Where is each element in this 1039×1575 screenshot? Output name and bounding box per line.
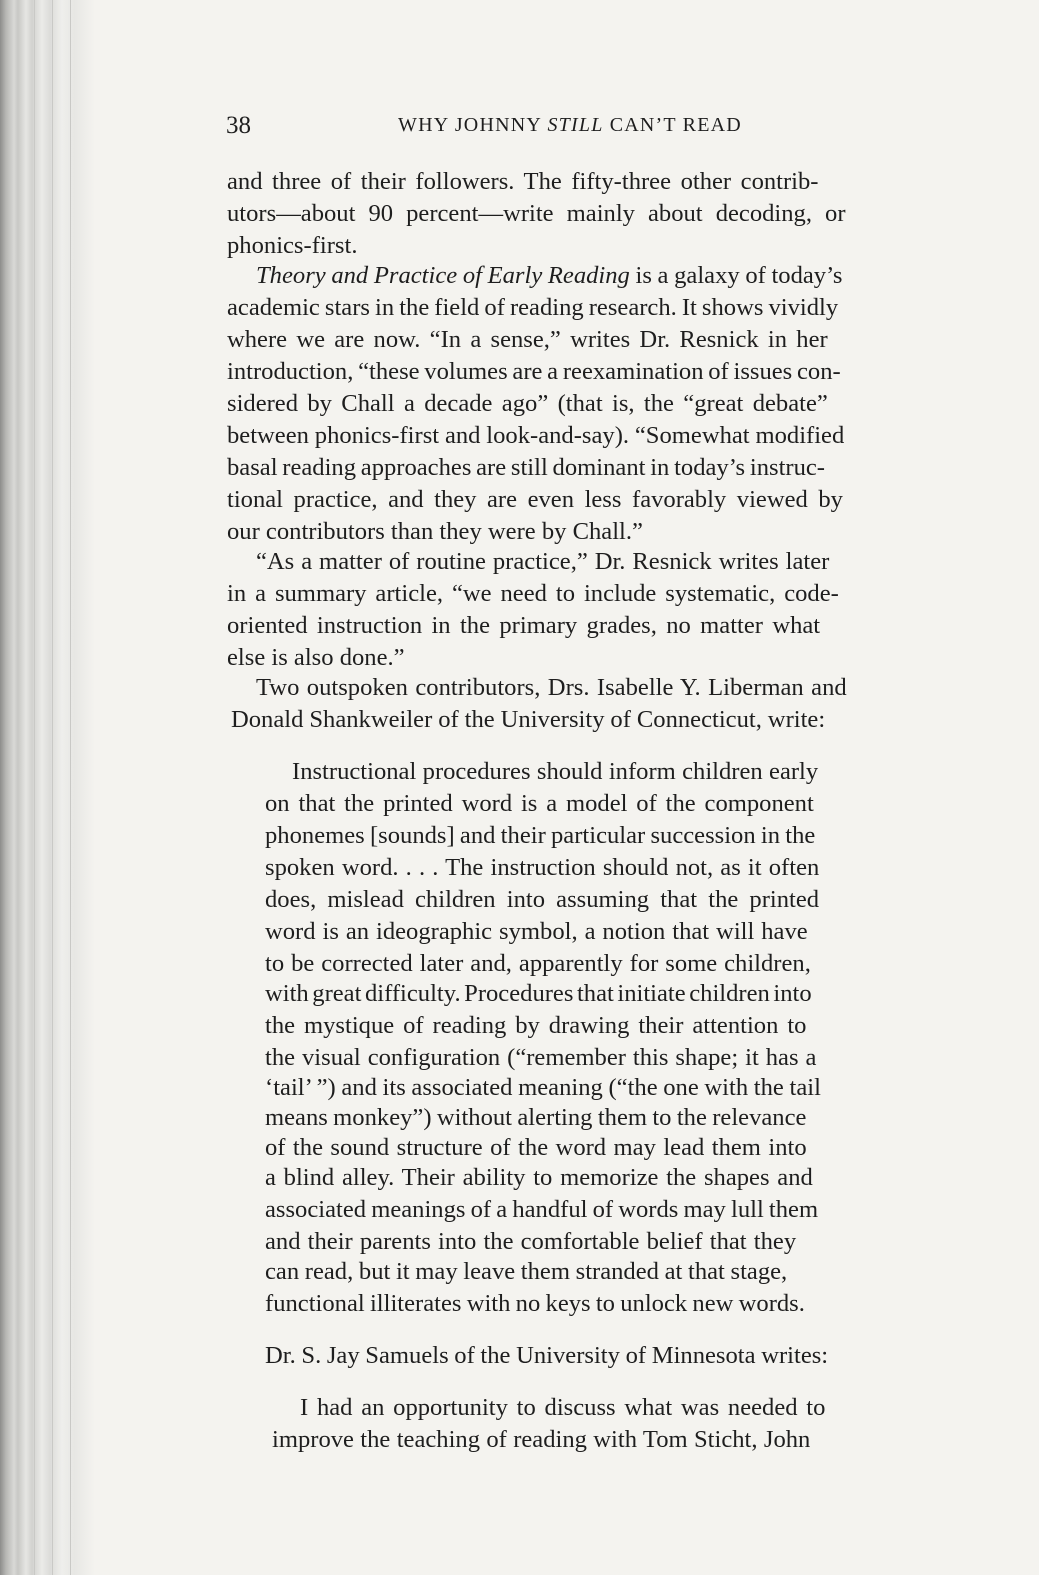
text-line: basal reading approaches are still dominant in today’s instruc- (227, 454, 825, 481)
quote-line: means monkey”) without alerting them to the relevance (265, 1104, 807, 1131)
quote-line: with great difficulty. Procedures that initiate children into (265, 980, 812, 1007)
running-title-part: WHY JOHNNY (398, 114, 548, 136)
text-line: Dr. S. Jay Samuels of the University of Minnesota writes: (265, 1342, 829, 1369)
text-line: “As a matter of routine practice,” Dr. Resnick writes later (256, 548, 830, 575)
running-head (226, 112, 986, 148)
text-line (256, 261, 843, 291)
book-title: Theory and Practice of Early Reading (256, 262, 630, 289)
text-line: else is also done.” (227, 644, 405, 671)
quote-line: word is an ideographic symbol, a notion that will have (265, 918, 808, 945)
quote-line: a blind alley. Their ability to memorize the shapes and (265, 1164, 813, 1191)
text-line: and three of their followers. The fifty-three other contrib- (227, 168, 819, 195)
text-line: academic stars in the field of reading research. It shows vividly (227, 294, 839, 321)
text-line: Donald Shankweiler of the University of Connecticut, write: (231, 706, 826, 733)
quote-line: the mystique of reading by drawing their attention to (265, 1012, 807, 1039)
text-line: utors—about 90 percent—write mainly about decoding, or (227, 200, 846, 227)
quote-line: the visual configuration (“remember this shape; it has a (265, 1044, 817, 1071)
text-line: in a summary article, “we need to include systematic, code- (227, 580, 839, 607)
running-title (398, 114, 742, 137)
quote-line: associated meanings of a handful of words may lull them (265, 1196, 819, 1223)
quote-line: functional illiterates with no keys to unlock new words. (265, 1290, 805, 1317)
quote-line: to be corrected later and, apparently for some children, (265, 950, 811, 977)
quote-line: on that the printed word is a model of the component (265, 790, 814, 817)
text-line: phonics-first. (227, 232, 358, 259)
quote-line: can read, but it may leave them stranded at that stage, (265, 1258, 788, 1285)
quote-line: of the sound structure of the word may lead them into (265, 1134, 807, 1161)
text-line: introduction, “these volumes are a reexamination of issues con- (227, 358, 841, 385)
quote-line: does, mislead children into assuming that the printed (265, 886, 820, 913)
text-line: tional practice, and they are even less favorably viewed by (227, 486, 843, 513)
quote-line: improve the teaching of reading with Tom Sticht, John (272, 1426, 811, 1453)
text-line: oriented instruction in the primary grades, no matter what (227, 612, 821, 639)
text-line: between phonics-first and look-and-say). “Somewhat modified (227, 422, 845, 449)
quote-line: ‘tail’ ”) and its associated meaning (“the one with the tail (265, 1074, 821, 1101)
running-title-italic: STILL (547, 114, 604, 136)
text-line: where we are now. “In a sense,” writes Dr. Resnick in her (227, 326, 828, 353)
text-fragment: is a galaxy of today’s (629, 262, 843, 289)
quote-line: Instructional procedures should inform children early (292, 758, 819, 785)
quote-line: and their parents into the comfortable belief that they (265, 1228, 797, 1255)
text-line: sidered by Chall a decade ago” (that is, the “great debate” (227, 390, 828, 417)
quote-line: phonemes [sounds] and their particular succession in the (265, 822, 816, 849)
text-line: Two outspoken contributors, Drs. Isabelle Y. Liberman and (256, 674, 847, 701)
text-line: our contributors than they were by Chall.” (227, 518, 643, 545)
page-number: 38 (226, 112, 251, 139)
running-title-part: CAN’T READ (603, 114, 742, 136)
quote-line: spoken word. . . . The instruction should not, as it often (265, 854, 820, 881)
quote-line: I had an opportunity to discuss what was needed to (300, 1394, 826, 1421)
